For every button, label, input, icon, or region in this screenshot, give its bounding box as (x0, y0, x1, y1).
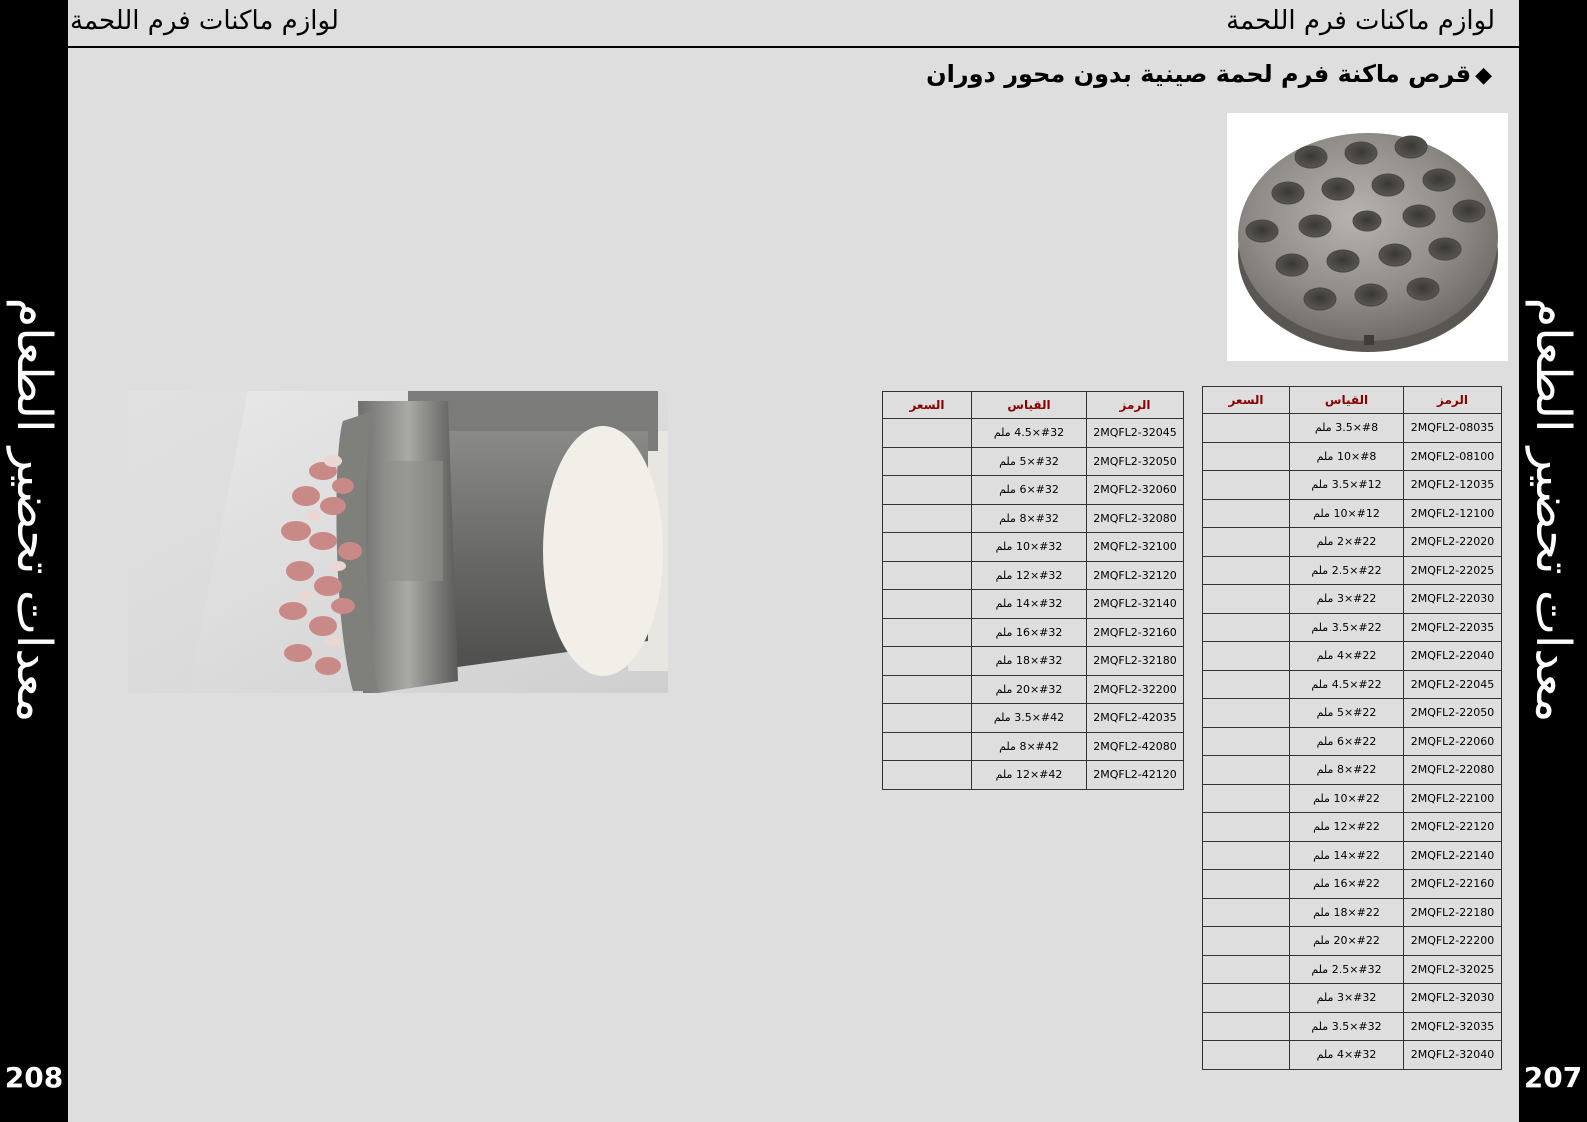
cell-code: 2MQFL2-32025 (1404, 955, 1502, 984)
cell-price (1203, 442, 1290, 471)
table-row (1203, 670, 1502, 699)
cell-price (1203, 613, 1290, 642)
cell-price (1203, 955, 1290, 984)
cell-code: 2MQFL2-42120 (1087, 761, 1184, 790)
left-side-title: معدات تحضير الطعام (6, 297, 62, 723)
table-row (1203, 499, 1502, 528)
column-header-size: القياس (1290, 387, 1404, 414)
table-row (1203, 556, 1502, 585)
cell-size: #22×3 ملم (1290, 585, 1404, 614)
meat-grinder-image (128, 391, 668, 693)
table-row (1203, 870, 1502, 899)
cell-code: 2MQFL2-22060 (1404, 727, 1502, 756)
table-header-row (1203, 387, 1502, 414)
cell-price (1203, 642, 1290, 671)
cell-price (883, 533, 972, 562)
cell-size: #32×16 ملم (972, 618, 1087, 647)
cell-size: #22×16 ملم (1290, 870, 1404, 899)
table-row (1203, 442, 1502, 471)
cell-price (1203, 585, 1290, 614)
cell-code: 2MQFL2-32035 (1404, 1012, 1502, 1041)
table-row (1203, 898, 1502, 927)
cell-size: #32×10 ملم (972, 533, 1087, 562)
cell-size: #32×4.5 ملم (972, 419, 1087, 448)
table-row (1203, 1012, 1502, 1041)
cell-code: 2MQFL2-32030 (1404, 984, 1502, 1013)
cell-price (1203, 499, 1290, 528)
cell-price (1203, 727, 1290, 756)
table-row (883, 419, 1184, 448)
table-row (1203, 1041, 1502, 1070)
diamond-bullet-icon: ◆ (1475, 63, 1492, 88)
cell-price (1203, 927, 1290, 956)
column-header-code: الرمز (1404, 387, 1502, 414)
table-row (883, 476, 1184, 505)
cell-code: 2MQFL2-32160 (1087, 618, 1184, 647)
table-row (1203, 528, 1502, 557)
cell-price (1203, 471, 1290, 500)
cell-size: #32×8 ملم (972, 504, 1087, 533)
table-row (1203, 414, 1502, 443)
table-row (883, 732, 1184, 761)
cell-code: 2MQFL2-12100 (1404, 499, 1502, 528)
cell-price (883, 476, 972, 505)
cell-price (1203, 414, 1290, 443)
spec-table-left (882, 391, 1184, 790)
cell-code: 2MQFL2-22050 (1404, 699, 1502, 728)
cell-size: #22×18 ملم (1290, 898, 1404, 927)
cell-code: 2MQFL2-08100 (1404, 442, 1502, 471)
cell-size: #42×3.5 ملم (972, 704, 1087, 733)
table-row (1203, 699, 1502, 728)
column-header-code: الرمز (1087, 392, 1184, 419)
cell-price (1203, 699, 1290, 728)
cell-size: #22×14 ملم (1290, 841, 1404, 870)
spec-table-right (1202, 386, 1502, 1070)
cell-price (883, 647, 972, 676)
table-row (883, 447, 1184, 476)
cell-code: 2MQFL2-22200 (1404, 927, 1502, 956)
left-side-bar (0, 0, 68, 1122)
table-row (1203, 955, 1502, 984)
cell-size: #42×12 ملم (972, 761, 1087, 790)
cell-price (1203, 528, 1290, 557)
table-row (883, 504, 1184, 533)
cell-price (1203, 1012, 1290, 1041)
cell-size: #22×6 ملم (1290, 727, 1404, 756)
table-row (1203, 585, 1502, 614)
right-side-bar (1519, 0, 1587, 1122)
cell-size: #32×4 ملم (1290, 1041, 1404, 1070)
cell-price (1203, 670, 1290, 699)
cell-code: 2MQFL2-22030 (1404, 585, 1502, 614)
cell-code: 2MQFL2-22045 (1404, 670, 1502, 699)
cell-size: #22×20 ملم (1290, 927, 1404, 956)
cell-price (883, 761, 972, 790)
cell-price (883, 590, 972, 619)
table-row (1203, 784, 1502, 813)
cell-price (1203, 1041, 1290, 1070)
table-row (1203, 727, 1502, 756)
cell-price (883, 447, 972, 476)
cell-size: #12×10 ملم (1290, 499, 1404, 528)
table-row (1203, 841, 1502, 870)
cell-size: #8×10 ملم (1290, 442, 1404, 471)
cell-size: #8×3.5 ملم (1290, 414, 1404, 443)
cell-price (883, 561, 972, 590)
column-header-size: القياس (972, 392, 1087, 419)
table-row (883, 618, 1184, 647)
cell-code: 2MQFL2-32100 (1087, 533, 1184, 562)
cell-code: 2MQFL2-22100 (1404, 784, 1502, 813)
cell-size: #32×20 ملم (972, 675, 1087, 704)
cell-code: 2MQFL2-32180 (1087, 647, 1184, 676)
left-page-number: 208 (4, 1061, 64, 1094)
cell-size: #22×5 ملم (1290, 699, 1404, 728)
cell-code: 2MQFL2-32060 (1087, 476, 1184, 505)
table-row (1203, 927, 1502, 956)
cell-size: #22×4 ملم (1290, 642, 1404, 671)
cell-price (883, 675, 972, 704)
header-divider (68, 46, 1520, 48)
cell-price (1203, 841, 1290, 870)
cell-price (1203, 784, 1290, 813)
table-row (883, 647, 1184, 676)
cell-code: 2MQFL2-22035 (1404, 613, 1502, 642)
header-title-left: لوازم ماكنات فرم اللحمة (70, 6, 339, 36)
cell-size: #22×12 ملم (1290, 813, 1404, 842)
cell-code: 2MQFL2-32080 (1087, 504, 1184, 533)
cell-price (883, 732, 972, 761)
cell-code: 2MQFL2-22020 (1404, 528, 1502, 557)
cell-code: 2MQFL2-32200 (1087, 675, 1184, 704)
cell-price (1203, 870, 1290, 899)
cell-size: #22×4.5 ملم (1290, 670, 1404, 699)
cell-size: #22×10 ملم (1290, 784, 1404, 813)
cell-code: 2MQFL2-32040 (1404, 1041, 1502, 1070)
cell-code: 2MQFL2-22040 (1404, 642, 1502, 671)
right-page-number: 207 (1523, 1061, 1583, 1094)
cell-code: 2MQFL2-32140 (1087, 590, 1184, 619)
column-header-price: السعر (1203, 387, 1290, 414)
cell-size: #32×14 ملم (972, 590, 1087, 619)
meat-grinder-photo (128, 391, 668, 693)
cell-price (1203, 556, 1290, 585)
cell-code: 2MQFL2-22180 (1404, 898, 1502, 927)
cell-price (883, 504, 972, 533)
right-side-title: معدات تحضير الطعام (1525, 297, 1581, 723)
cell-code: 2MQFL2-12035 (1404, 471, 1502, 500)
table-row (1203, 756, 1502, 785)
cell-code: 2MQFL2-22025 (1404, 556, 1502, 585)
cell-code: 2MQFL2-32050 (1087, 447, 1184, 476)
cell-size: #32×3 ملم (1290, 984, 1404, 1013)
cell-size: #22×8 ملم (1290, 756, 1404, 785)
cell-price (1203, 756, 1290, 785)
cell-price (1203, 813, 1290, 842)
table-row (1203, 642, 1502, 671)
section-title (926, 60, 1492, 88)
table-row (1203, 813, 1502, 842)
grinder-plate-image (1227, 113, 1508, 361)
cell-code: 2MQFL2-42080 (1087, 732, 1184, 761)
cell-size: #22×2 ملم (1290, 528, 1404, 557)
cell-size: #32×6 ملم (972, 476, 1087, 505)
table-row (883, 704, 1184, 733)
cell-code: 2MQFL2-32120 (1087, 561, 1184, 590)
cell-code: 2MQFL2-22140 (1404, 841, 1502, 870)
table-row (883, 533, 1184, 562)
table-row (1203, 984, 1502, 1013)
header-title-right: لوازم ماكنات فرم اللحمة (1226, 6, 1495, 36)
cell-code: 2MQFL2-22120 (1404, 813, 1502, 842)
cell-price (883, 419, 972, 448)
cell-price (883, 704, 972, 733)
cell-size: #12×3.5 ملم (1290, 471, 1404, 500)
table-header-row (883, 392, 1184, 419)
table-row (883, 675, 1184, 704)
column-header-price: السعر (883, 392, 972, 419)
cell-size: #32×5 ملم (972, 447, 1087, 476)
cell-size: #42×8 ملم (972, 732, 1087, 761)
table-row (1203, 613, 1502, 642)
grinder-plate-photo (1227, 113, 1508, 361)
cell-size: #22×3.5 ملم (1290, 613, 1404, 642)
table-row (1203, 471, 1502, 500)
cell-price (1203, 898, 1290, 927)
table-row (883, 761, 1184, 790)
cell-code: 2MQFL2-32045 (1087, 419, 1184, 448)
cell-code: 2MQFL2-08035 (1404, 414, 1502, 443)
cell-size: #22×2.5 ملم (1290, 556, 1404, 585)
cell-size: #32×3.5 ملم (1290, 1012, 1404, 1041)
table-row (883, 590, 1184, 619)
table-row (883, 561, 1184, 590)
cell-size: #32×18 ملم (972, 647, 1087, 676)
cell-price (883, 618, 972, 647)
cell-code: 2MQFL2-22160 (1404, 870, 1502, 899)
cell-price (1203, 984, 1290, 1013)
cell-size: #32×2.5 ملم (1290, 955, 1404, 984)
cell-code: 2MQFL2-42035 (1087, 704, 1184, 733)
cell-size: #32×12 ملم (972, 561, 1087, 590)
cell-code: 2MQFL2-22080 (1404, 756, 1502, 785)
section-title-text: قرص ماكنة فرم لحمة صينية بدون محور دوران (926, 60, 1472, 88)
